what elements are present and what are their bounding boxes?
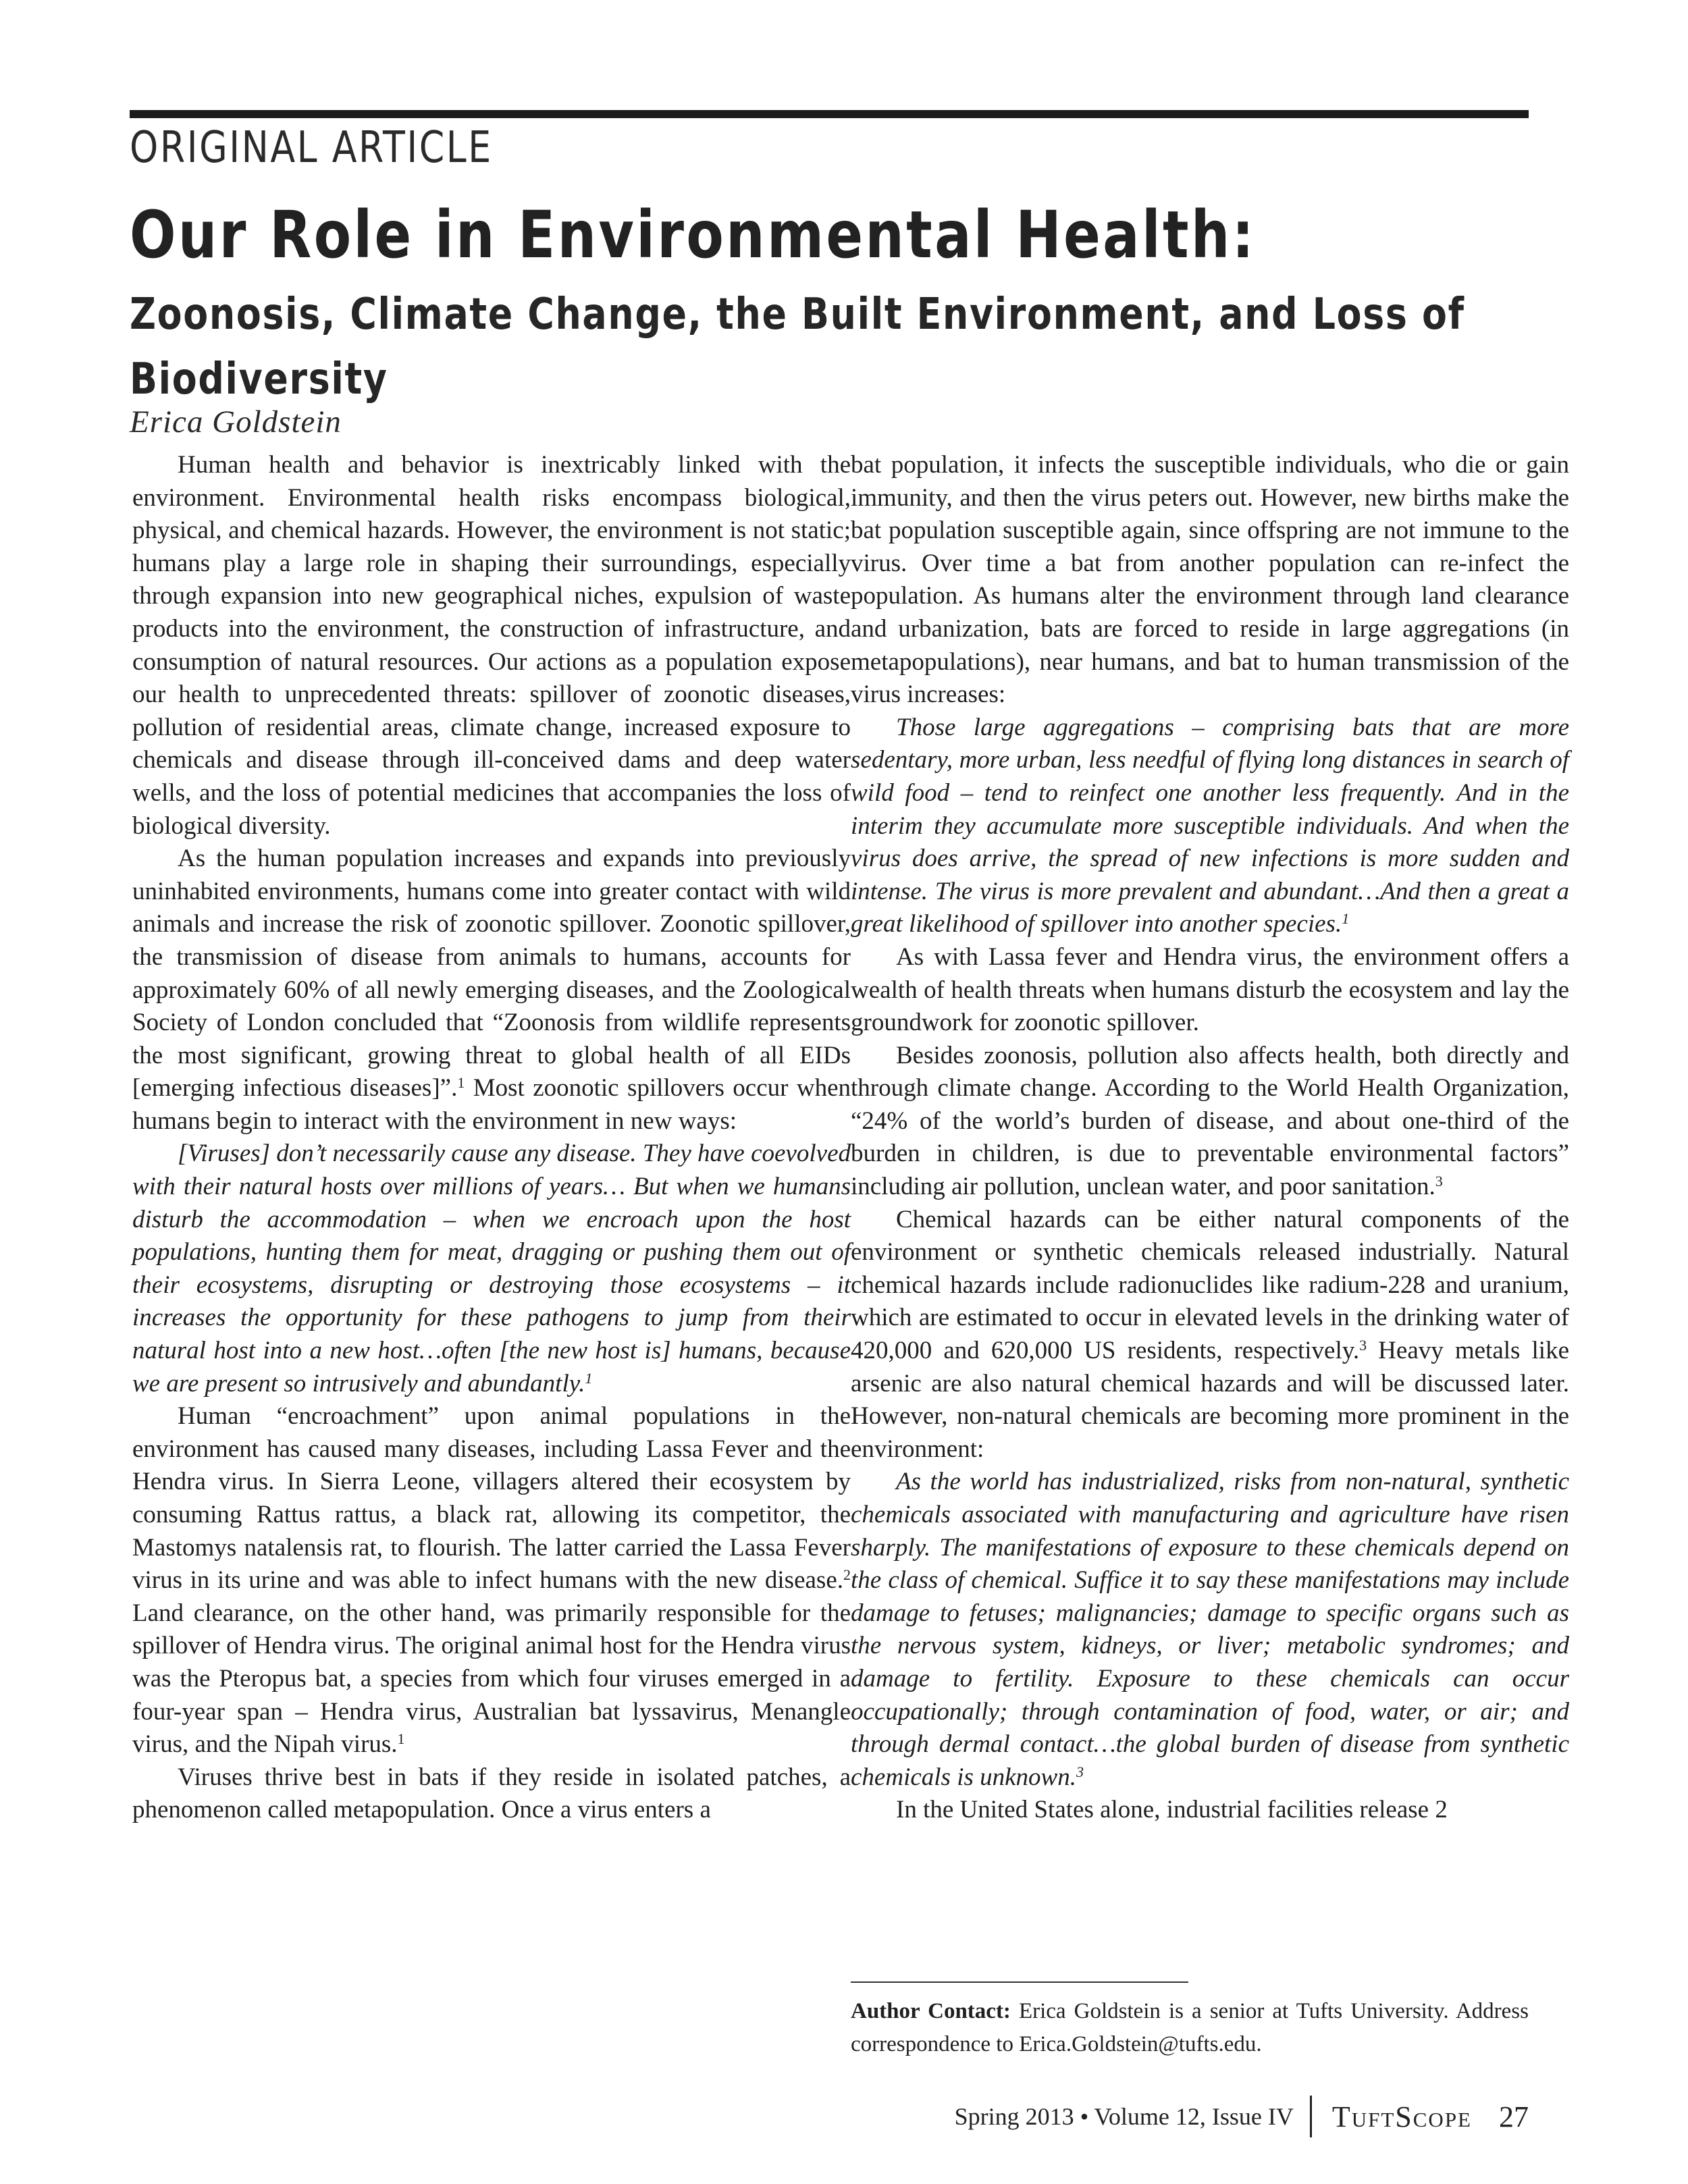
page-footer [743, 2096, 1529, 2137]
block-quote: Those large aggregations – comprising bats that are more sedentary, more urban, less needful of flying long distances in search of wild food – tend to reinfect one another less frequently. And in the interim they accumulate more susceptible individuals. And when the virus does arrive, the spread of new infections is more sudden and intense. The virus is more prevalent and abundant…And then a great a great likelihood of spillover into another species.$^1$ [851, 713, 1569, 938]
issue-info: Spring 2013 • Volume 12, Issue IV [954, 2103, 1294, 2130]
paragraph: Chemical hazards can be either natural components of the environment or synthetic chemicals released industrially. Natural chemical hazards include radionuclides like radium-228 and uranium, which are estimated to occur in elevated levels in the drinking water of 420,000 and 620,000 US residents, respectively.$^3$ Heavy metals like arsenic are also natural chemical hazards and will be discussed later. However, non-natural chemicals are becoming more prominent in the environment: [851, 1205, 1569, 1463]
citation: 3 [1435, 1173, 1443, 1190]
journal-name: TuftScope [1331, 2100, 1472, 2133]
block-quote: As the world has industrialized, risks from non-natural, synthetic chemicals associated with manufacturing and agriculture have risen sharply. The manifestations of exposure to these chemicals depend on the class of chemical. Suffice it to say these manifestations may include damage to fetuses; malignancies; damage to specific organs such as the nervous system, kidneys, or liver; metabolic syndromes; and damage to fertility. Exposure to these chemicals can occur occupationally; through contamination of food, water, or air; and through dermal contact…the global burden of disease from synthetic chemicals is unknown.$^3$ [851, 1468, 1569, 1791]
footer-divider [1310, 2096, 1312, 2137]
paragraph-continued: bat population, it infects the susceptible individuals, who die or gain immunity, and then the virus peters out. However, new births make the bat population susceptible again, since offspring are not immune to the virus. Over time a bat from another population can re-infect the population. As humans alter the environment through land clearance and urbanization, bats are forced to reside in large aggregations (in metapopulations), near humans, and bat to human transmission of the virus increases: [851, 451, 1569, 709]
article-subtitle: Zoonosis, Climate Change, the Built Environment, and Loss of Biodiversity [130, 290, 1465, 404]
article-title: Our Role in Environmental Health: [130, 197, 1257, 273]
citation: 1 [1342, 910, 1350, 928]
paragraph: Human health and behavior is inextricably linked with the environment. Environmental health risks encompass biological, physical, and chemical hazards. However, the environment is not static; humans play a large role in shaping their surroundings, especially through expansion into new geographical niches, expulsion of waste products into the environment, the construction of infrastructure, and consumption of natural resources. Our actions as a population expose our health to unprecedented threats: spillover of zoonotic diseases, pollution of residential areas, climate change, increased exposure to chemicals and disease through ill-conceived dams and deep water wells, and the loss of potential medicines that accompanies the loss of biological diversity. [132, 451, 851, 840]
paragraph: Human “encroachment” upon animal populations in the environment has caused many diseases, including Lassa Fever and the Hendra virus. In Sierra Leone, villagers altered their ecosystem by consuming Rattus rattus, a black rat, allowing its competitor, the Mastomys natalensis rat, to flourish. The latter carried the Lassa Fever virus in its urine and was able to infect humans with the new disease.$^2$ Land clearance, on the other hand, was primarily responsible for the spillover of Hendra virus. The original animal host for the Hendra virus was the Pteropus bat, a species from which four viruses emerged in a four-year span – Hendra virus, Australian bat lyssavirus, Menangle virus, and the Nipah virus.$^1$ [132, 1402, 851, 1759]
citation: 1 [397, 1730, 405, 1748]
top-rule [130, 110, 1529, 118]
citation: 2 [843, 1566, 851, 1584]
paragraph: In the United States alone, industrial facilities release 2 [896, 1796, 1448, 1824]
citation: 3 [1076, 1763, 1084, 1780]
citation: 1 [457, 1074, 465, 1092]
citation: 3 [1359, 1337, 1367, 1354]
author-contact: Author Contact: Erica Goldstein is a senior at Tufts University. Address correspondence to Erica.Goldstein@tufts.edu. [851, 1999, 1529, 2056]
author-byline: Erica Goldstein [130, 404, 342, 440]
paragraph: As with Lassa fever and Hendra virus, the environment offers a wealth of health threats when humans disturb the ecosystem and lay the groundwork for zoonotic spillover. [851, 942, 1569, 1037]
block-quote: [Viruses] don’t necessarily cause any disease. They have coevolved with their natural hosts over millions of years… But when we humans disturb the accommodation – when we encroach upon the host populations, hunting them for meat, dragging or pushing them out of their ecosystems, disrupting or destroying those ecosystems – it increases the opportunity for these pathogens to jump from their natural host into a new host…often [the new host is] humans, because we are present so intrusively and abundantly.$^1$ [132, 1140, 851, 1397]
contact-divider [851, 1981, 1188, 1983]
left-column [132, 449, 851, 1827]
paragraph: Besides zoonosis, pollution also affects health, both directly and through climate change. According to the World Health Organization, “24% of the world’s burden of disease, and about one-third of the burden in children, is due to preventable environmental factors” including air pollution, unclean water, and poor sanitation.$^3$ [851, 1041, 1569, 1201]
article-type: ORIGINAL ARTICLE [130, 123, 493, 173]
paragraph: As the human population increases and expands into previously uninhabited environments, humans come into greater contact with wild animals and increase the risk of zoonotic spillover. Zoonotic spillover, the transmission of disease from animals to humans, accounts for approximately 60% of all newly emerging diseases, and the Zoological Society of London concluded that “Zoonosis from wildlife represents the most significant, growing threat to global health of all EIDs [emerging infectious diseases]”.$^1$ Most zoonotic spillovers occur when humans begin to interact with the environment in new ways: [132, 845, 851, 1135]
paragraph: Viruses thrive best in bats if they reside in isolated patches, a phenomenon called metapopulation. Once a virus enters a [132, 1763, 851, 1824]
page-number: 27 [1499, 2100, 1529, 2133]
citation: 1 [585, 1369, 593, 1387]
right-column [851, 449, 1569, 1827]
